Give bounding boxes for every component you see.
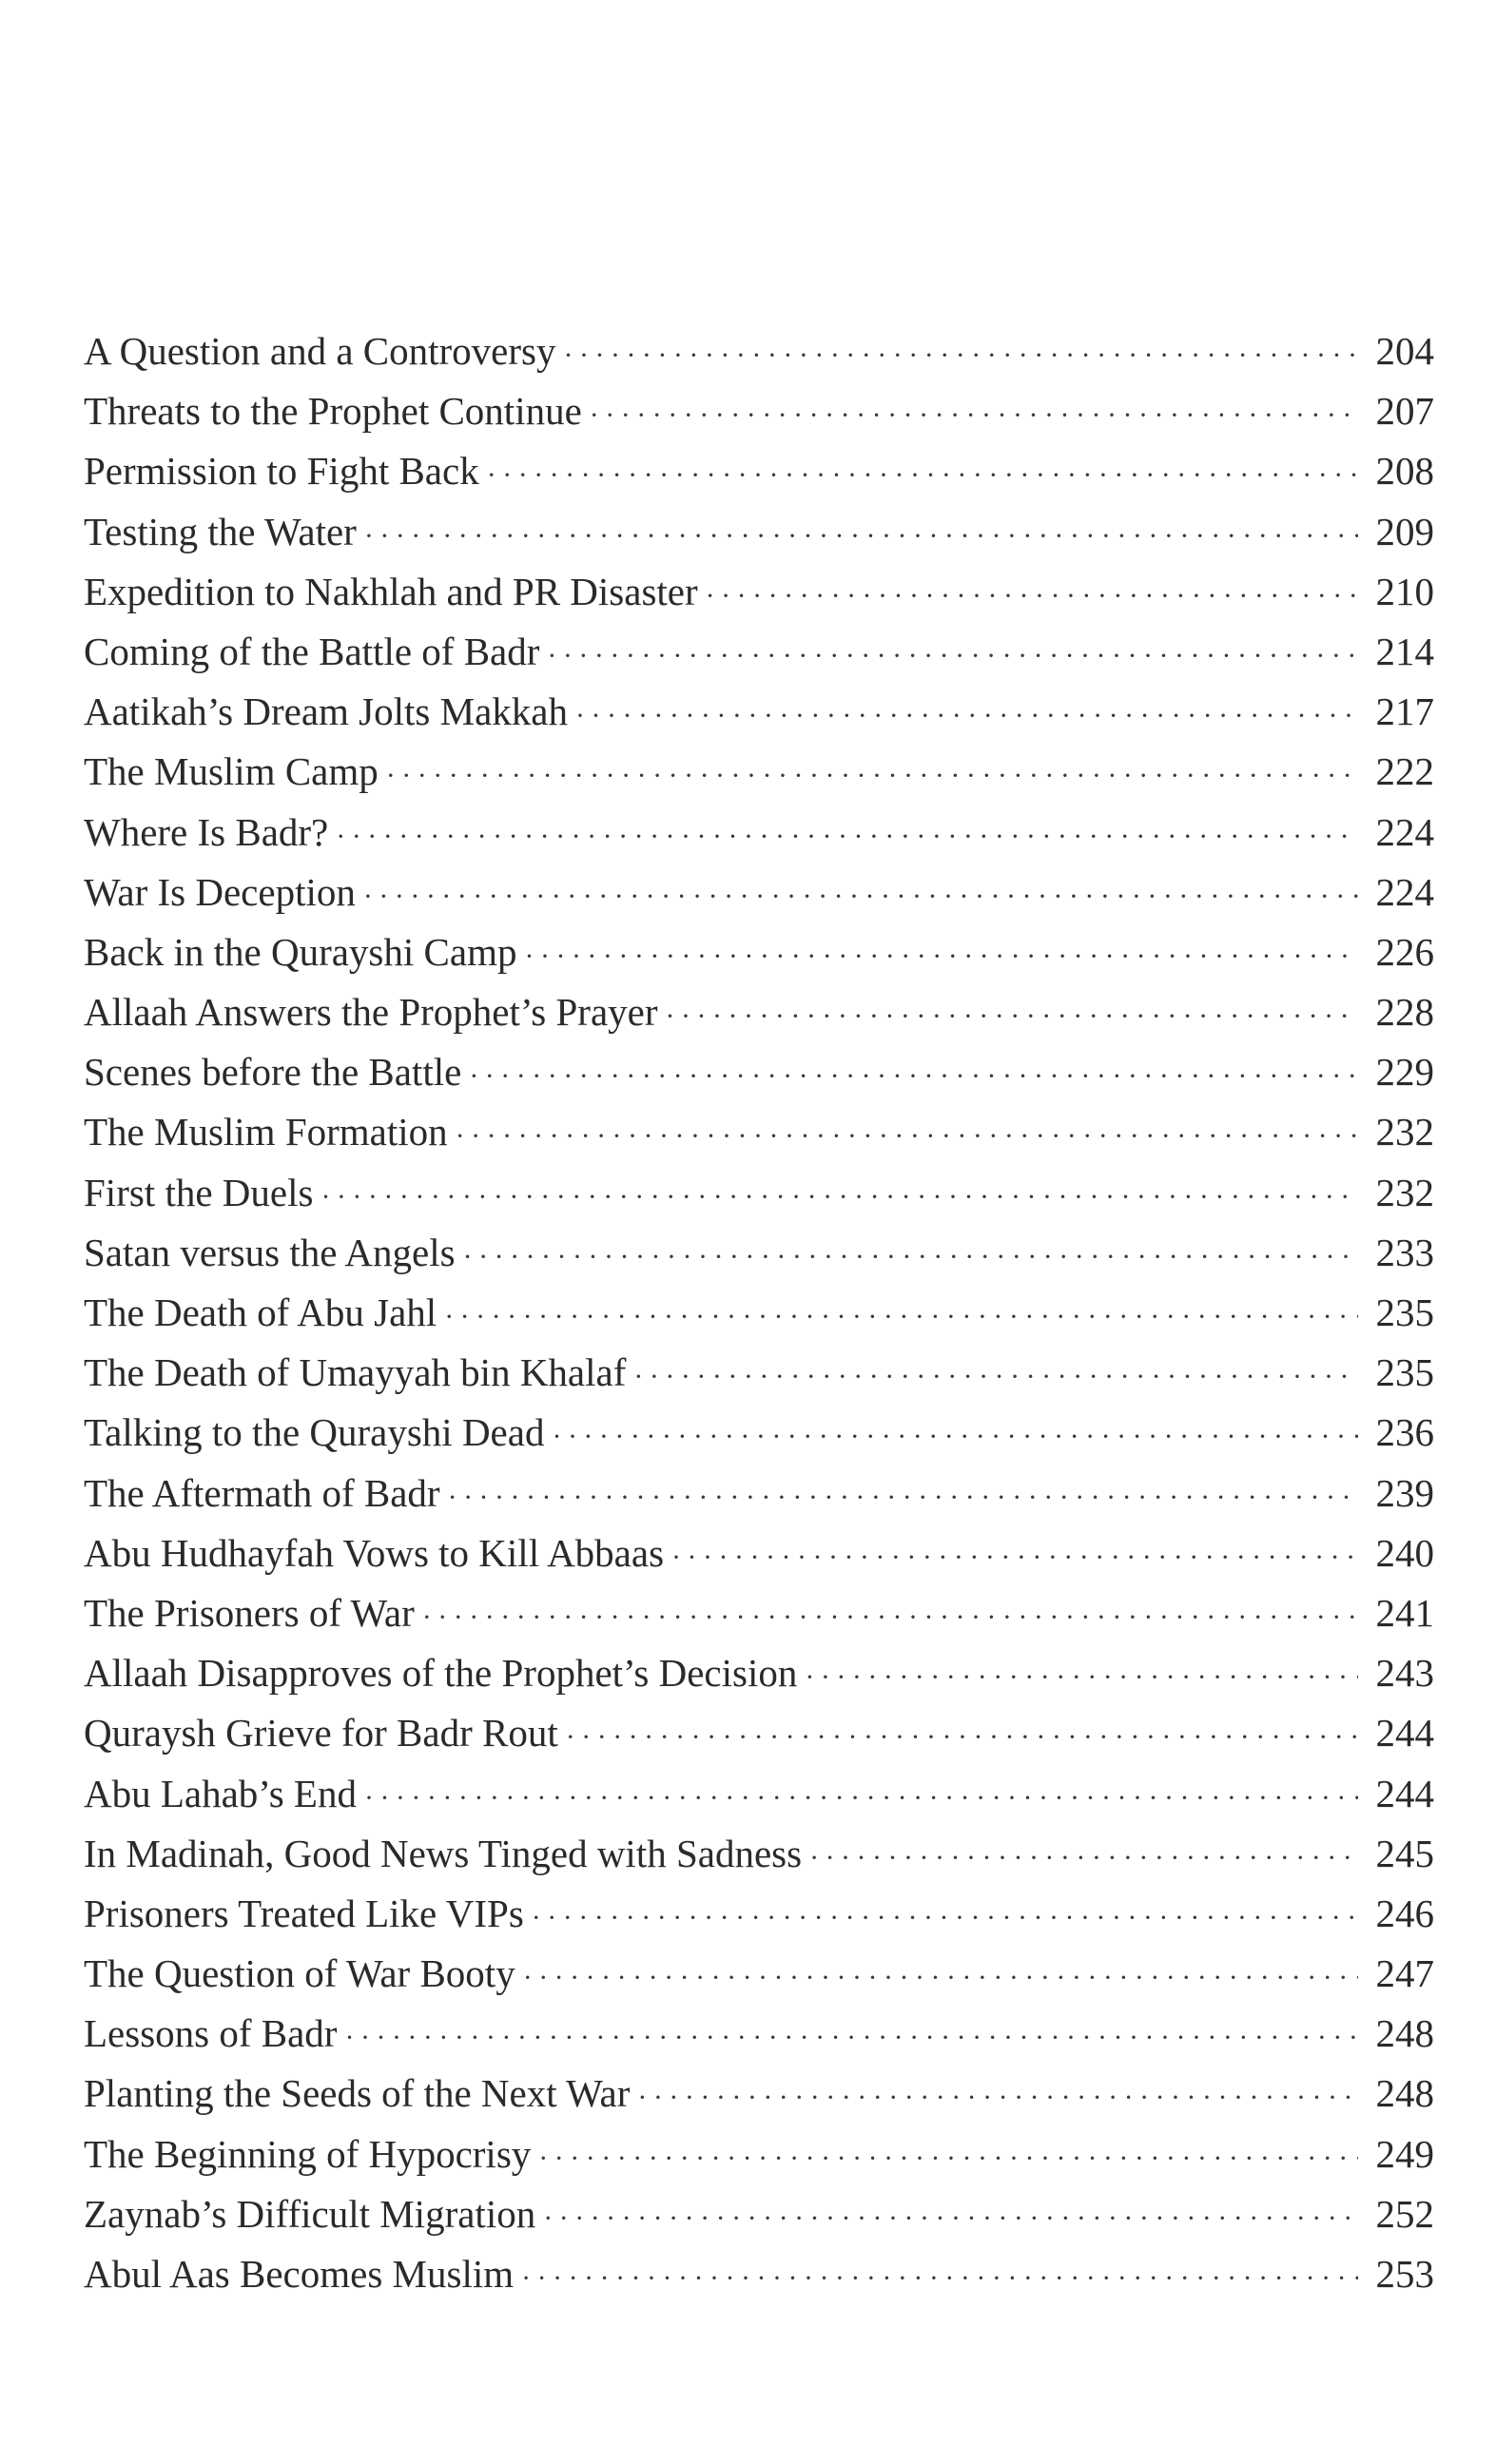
toc-entry	[84, 2244, 1434, 2304]
toc-entry	[84, 1523, 1434, 1583]
toc-entry-page-number: 207	[1375, 389, 1434, 434]
toc-entry-title: Coming of the Battle of Badr	[84, 629, 540, 673]
toc-entry-page-number: 226	[1375, 929, 1434, 974]
dot-leader	[590, 385, 1358, 445]
toc-entry	[84, 1223, 1434, 1283]
toc-entry-title: Lessons of Badr	[84, 2011, 338, 2056]
toc-entry	[84, 1824, 1434, 1884]
dot-leader	[422, 1587, 1358, 1647]
dot-leader	[563, 325, 1358, 385]
toc-entry-page-number: 244	[1375, 1771, 1434, 1815]
dot-leader	[469, 1046, 1358, 1106]
toc-entry-page-number: 214	[1375, 629, 1434, 673]
toc-entry	[84, 2184, 1434, 2244]
toc-entry	[84, 1102, 1434, 1162]
toc-entry	[84, 441, 1434, 501]
toc-entry	[84, 1403, 1434, 1463]
toc-entry-page-number: 228	[1375, 990, 1434, 1035]
toc-entry-title: War Is Deception	[84, 869, 356, 914]
toc-entry-title: Talking to the Qurayshi Dead	[84, 1410, 545, 1455]
table-of-contents	[84, 321, 1434, 2304]
toc-entry	[84, 1764, 1434, 1824]
toc-entry-title: Testing the Water	[84, 509, 357, 553]
toc-entry	[84, 682, 1434, 742]
toc-entry-page-number: 252	[1375, 2191, 1434, 2236]
toc-entry-page-number: 244	[1375, 1711, 1434, 1756]
dot-leader	[543, 2188, 1358, 2248]
toc-entry-title: Prisoners Treated Like VIPs	[84, 1891, 524, 1935]
toc-entry	[84, 1583, 1434, 1643]
toc-entry-title: Threats to the Prophet Continue	[84, 389, 582, 434]
toc-entry-title: The Aftermath of Badr	[84, 1470, 440, 1515]
toc-entry-page-number: 232	[1375, 1170, 1434, 1214]
toc-entry-title: Expedition to Nakhlah and PR Disaster	[84, 569, 698, 613]
toc-entry-title: Abu Hudhayfah Vows to Kill Abbaas	[84, 1530, 665, 1575]
toc-entry	[84, 2004, 1434, 2064]
toc-entry-title: Quraysh Grieve for Badr Rout	[84, 1711, 558, 1756]
toc-entry-title: The Muslim Camp	[84, 749, 379, 794]
toc-entry-page-number: 241	[1375, 1590, 1434, 1635]
toc-entry-title: Abu Lahab’s End	[84, 1771, 357, 1815]
toc-entry	[84, 1884, 1434, 1944]
toc-entry-page-number: 240	[1375, 1530, 1434, 1575]
toc-entry-page-number: 246	[1375, 1891, 1434, 1935]
toc-entry-page-number: 224	[1375, 809, 1434, 854]
toc-entry-page-number: 235	[1375, 1290, 1434, 1334]
toc-entry-title: Back in the Qurayshi Camp	[84, 929, 517, 974]
toc-entry-page-number: 229	[1375, 1050, 1434, 1095]
dot-leader	[456, 1106, 1358, 1166]
dot-leader	[364, 1768, 1358, 1828]
toc-entry	[84, 502, 1434, 562]
toc-entry-page-number: 210	[1375, 569, 1434, 613]
toc-entry	[84, 381, 1434, 441]
toc-entry	[84, 863, 1434, 922]
dot-leader	[547, 626, 1358, 686]
toc-entry	[84, 2064, 1434, 2124]
toc-entry-title: Satan versus the Angels	[84, 1230, 456, 1274]
toc-entry-page-number: 222	[1375, 749, 1434, 794]
dot-leader	[552, 1407, 1358, 1466]
toc-entry-title: Permission to Fight Back	[84, 449, 479, 494]
dot-leader	[575, 686, 1358, 746]
toc-entry	[84, 1343, 1434, 1403]
dot-leader	[336, 806, 1358, 866]
toc-entry-page-number: 253	[1375, 2252, 1434, 2296]
toc-entry	[84, 1643, 1434, 1703]
toc-entry-page-number: 217	[1375, 689, 1434, 734]
toc-entry-page-number: 232	[1375, 1110, 1434, 1154]
toc-entry	[84, 1944, 1434, 2004]
toc-entry	[84, 562, 1434, 622]
dot-leader	[487, 445, 1358, 505]
dot-leader	[321, 1167, 1358, 1227]
toc-entry-title: Allaah Disapproves of the Prophet’s Decision	[84, 1651, 798, 1696]
toc-entry-page-number: 248	[1375, 2011, 1434, 2056]
toc-entry-title: The Beginning of Hypocrisy	[84, 2131, 532, 2176]
toc-entry-title: A Question and a Controversy	[84, 329, 556, 373]
dot-leader	[364, 506, 1358, 566]
dot-leader	[706, 566, 1358, 626]
toc-entry-title: Zaynab’s Difficult Migration	[84, 2191, 536, 2236]
dot-leader	[566, 1707, 1358, 1767]
toc-entry-page-number: 204	[1375, 329, 1434, 373]
toc-entry-title: Where Is Badr?	[84, 809, 329, 854]
toc-entry-title: Abul Aas Becomes Muslim	[84, 2252, 515, 2296]
dot-leader	[463, 1227, 1358, 1287]
toc-entry	[84, 622, 1434, 682]
toc-entry	[84, 742, 1434, 802]
toc-entry-title: The Question of War Booty	[84, 1951, 515, 1996]
dot-leader	[809, 1828, 1358, 1888]
dot-leader	[344, 2008, 1358, 2067]
toc-entry	[84, 982, 1434, 1042]
dot-leader	[671, 1527, 1358, 1587]
dot-leader	[521, 2248, 1358, 2308]
toc-entry-page-number: 245	[1375, 1831, 1434, 1875]
toc-entry-page-number: 243	[1375, 1651, 1434, 1696]
dot-leader	[523, 1948, 1358, 2008]
toc-entry	[84, 1703, 1434, 1763]
dot-leader	[637, 2067, 1358, 2127]
toc-entry-title: The Death of Abu Jahl	[84, 1290, 437, 1334]
dot-leader	[448, 1467, 1358, 1527]
toc-entry	[84, 321, 1434, 381]
toc-entry-page-number: 248	[1375, 2071, 1434, 2116]
toc-entry-page-number: 209	[1375, 509, 1434, 553]
toc-entry	[84, 1464, 1434, 1523]
toc-entry-title: Planting the Seeds of the Next War	[84, 2071, 631, 2116]
toc-entry	[84, 2124, 1434, 2184]
dot-leader	[805, 1647, 1358, 1707]
dot-leader	[444, 1287, 1358, 1347]
toc-entry-title: Allaah Answers the Prophet’s Prayer	[84, 990, 658, 1035]
toc-entry-title: The Prisoners of War	[84, 1590, 415, 1635]
toc-entry	[84, 922, 1434, 982]
toc-entry-page-number: 208	[1375, 449, 1434, 494]
toc-entry-page-number: 239	[1375, 1470, 1434, 1515]
toc-entry	[84, 1042, 1434, 1102]
dot-leader	[633, 1347, 1358, 1407]
toc-entry-page-number: 247	[1375, 1951, 1434, 1996]
dot-leader	[538, 2128, 1358, 2188]
toc-entry-title: Scenes before the Battle	[84, 1050, 462, 1095]
dot-leader	[666, 986, 1359, 1046]
toc-entry	[84, 1163, 1434, 1223]
toc-entry-title: First the Duels	[84, 1170, 314, 1214]
toc-entry-page-number: 233	[1375, 1230, 1434, 1274]
dot-leader	[532, 1888, 1358, 1948]
dot-leader	[386, 746, 1358, 805]
toc-entry-title: The Death of Umayyah bin Khalaf	[84, 1350, 627, 1395]
toc-entry-page-number: 236	[1375, 1410, 1434, 1455]
toc-entry-page-number: 249	[1375, 2131, 1434, 2176]
toc-entry-title: The Muslim Formation	[84, 1110, 448, 1154]
toc-entry-title: In Madinah, Good News Tinged with Sadness	[84, 1831, 803, 1875]
toc-entry	[84, 803, 1434, 863]
toc-entry-title: Aatikah’s Dream Jolts Makkah	[84, 689, 568, 734]
dot-leader	[363, 866, 1358, 926]
toc-entry	[84, 1283, 1434, 1343]
toc-entry-page-number: 235	[1375, 1350, 1434, 1395]
dot-leader	[524, 926, 1358, 986]
toc-entry-page-number: 224	[1375, 869, 1434, 914]
